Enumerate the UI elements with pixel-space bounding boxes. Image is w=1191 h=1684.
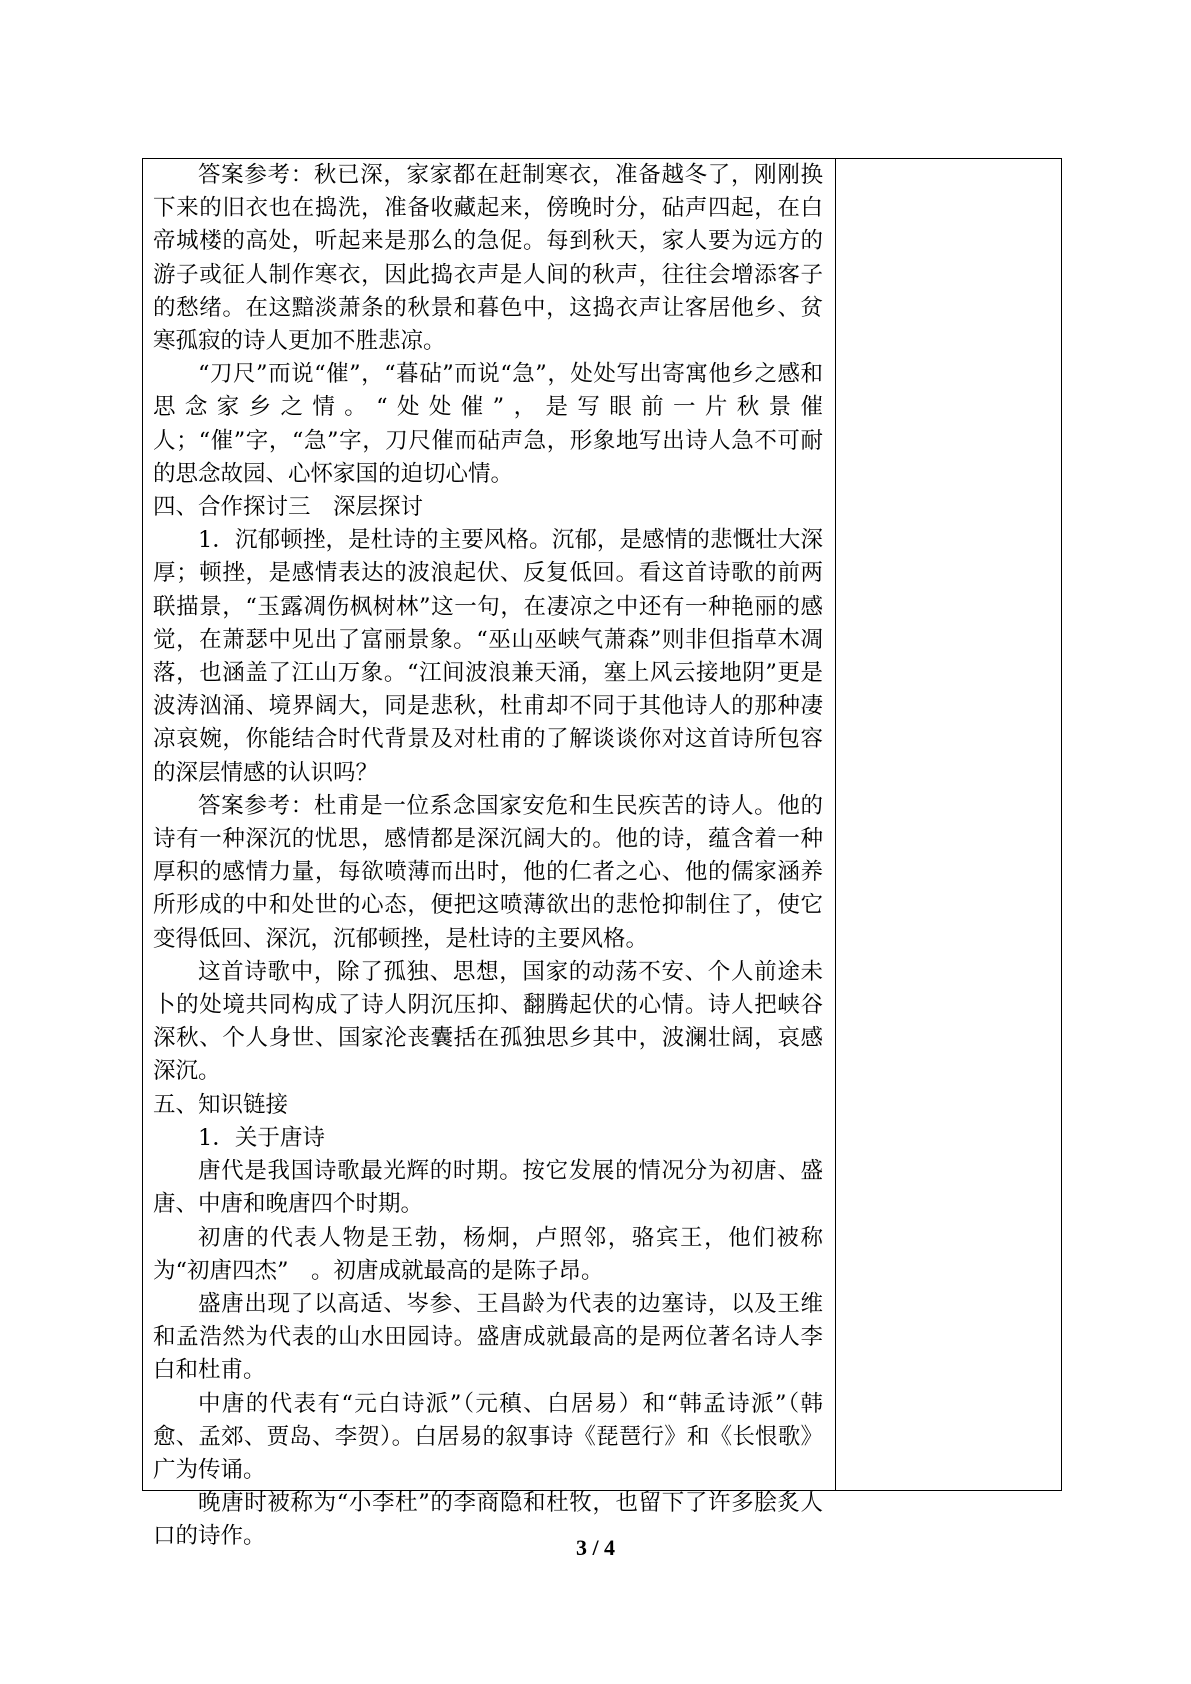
paragraph-answer-3: 答案参考：杜甫是一位系念国家安危和生民疾苦的诗人。他的诗有一种深沉的忧思，感情都是深沉阔大的。他的诗，蕴含着一种厚积的感情力量，每欲喷薄而出时，他的仁者之心、他的儒家涵养所形成的中和处世的心态，便把这喷薄欲出的悲怆抑制住了，使它变得低回、深沉，沉郁顿挫，是杜诗的主要风格。	[153, 792, 823, 952]
paragraph-question-1: 1．沉郁顿挫，是杜诗的主要风格。沉郁，是感情的悲慨壮大深厚；顿挫，是感情表达的波浪起伏、反复低回。看这首诗歌的前两联描景，“玉露凋伤枫树林”这一句，在凄凉之中还有一种艳丽的感觉，在萧瑟中见出了富丽景象。“巫山巫峡气萧森”则非但指草木凋落，也涵盖了江山万象。“江间波浪兼天涌，塞上风云接地阴”更是波涛汹涌、境界阔大，同是悲秋，杜甫却不同于其他诗人的那种凄凉哀婉，你能结合时代背景及对杜甫的了解谈谈你对这首诗所包容的深层情感的认识吗？	[153, 527, 823, 786]
paragraph-tang-5: 晚唐时被称为“小李杜”的李商隐和杜牧，也留下了许多脍炙人口的诗作。	[153, 1490, 823, 1550]
main-content-cell	[153, 159, 823, 1554]
paragraph-tang-3: 盛唐出现了以高适、岑参、王昌龄为代表的边塞诗，以及王维和孟浩然为代表的山水田园诗。盛唐成就最高的是两位著名诗人李白和杜甫。	[153, 1290, 823, 1384]
paragraph-tang-4: 中唐的代表有“元白诗派”（元稹、白居易）和“韩孟诗派”（韩愈、孟郊、贾岛、李贺）。白居易的叙事诗《琵琶行》和《长恨歌》广为传诵。	[153, 1390, 823, 1483]
paragraph-tang-2: 初唐的代表人物是王勃，杨炯，卢照邻，骆宾王，他们被称为“初唐四杰” 。初唐成就最高的是陈子昂。	[153, 1224, 823, 1284]
paragraph-answer-2: “刀尺”而说“催”，“暮砧”而说“急”，处处写出寄寓他乡之感和思念家乡之情。“处处催”，是写眼前一片秋景催人；“催”字，“急”字，刀尺催而砧声急，形象地写出诗人急不可耐的思念故园、心怀家国的迫切心情。	[153, 361, 823, 487]
page-number: 3 / 4	[575, 1535, 616, 1560]
paragraph-answer-4: 这首诗歌中，除了孤独、思想，国家的动荡不安、个人前途未卜的处境共同构成了诗人阴沉压抑、翻腾起伏的心情。诗人把峡谷深秋、个人身世、国家沦丧囊括在孤独思乡其中，波澜壮阔，哀感深沉。	[153, 958, 823, 1085]
column-divider	[835, 159, 836, 1490]
paragraph-section-5: 五、知识链接	[153, 1091, 289, 1118]
paragraph-section-4: 四、合作探讨三 深层探讨	[153, 494, 424, 521]
paragraph-answer-1: 答案参考：秋已深，家家都在赶制寒衣，准备越冬了，刚刚换下来的旧衣也在捣洗，准备收藏起来，傍晚时分，砧声四起，在白帝城楼的高处，听起来是那么的急促。每到秋天，家人要为远方的游子或征人制作寒衣，因此捣衣声是人间的秋声，往往会增添客子的愁绪。在这黯淡萧条的秋景和暮色中，这捣衣声让客居他乡、贫寒孤寂的诗人更加不胜悲凉。	[153, 162, 823, 355]
paragraph-sub-1: 1．关于唐诗	[198, 1124, 325, 1151]
paragraph-tang-1: 唐代是我国诗歌最光辉的时期。按它发展的情况分为初唐、盛唐、中唐和晚唐四个时期。	[153, 1158, 823, 1218]
